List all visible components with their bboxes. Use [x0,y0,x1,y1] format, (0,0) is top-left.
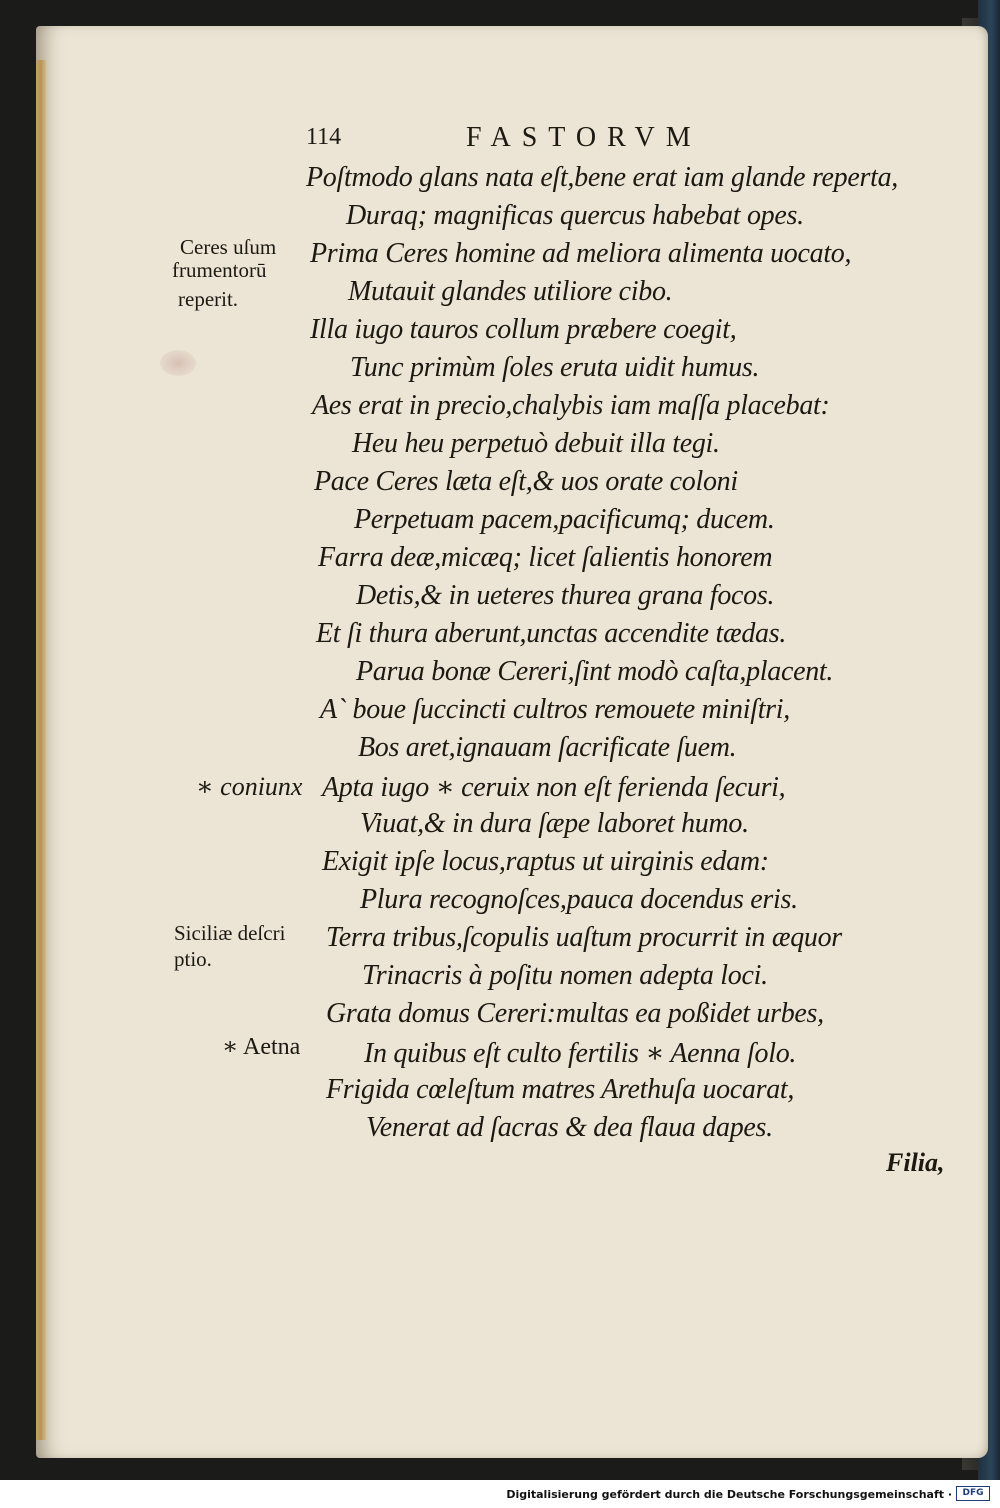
digitization-footer [0,1480,1000,1508]
verse-line: Grata domus Cereri:multas ea poßidet urbes, [326,998,824,1029]
verse-line: Et ſi thura aberunt,unctas accendite tædas. [316,618,787,649]
running-title: FASTORVM [466,122,702,153]
verse-line: Frigida cœleſtum matres Arethuſa uocarat, [326,1074,795,1105]
verse-line: Parua bonæ Cereri,ſint modò caſta,placent. [356,656,834,687]
verse-line: Apta iugo ∗ ceruix non eſt ferienda ſecuri, [322,772,786,803]
verse-line: In quibus eſt culto fertilis ∗ Aenna ſolo. [364,1038,797,1069]
page-number: 114 [306,124,342,150]
margin-note: Ceres uſum [180,235,277,259]
verse-line: Poſtmodo glans nata eſt,bene erat iam glande reperta, [306,162,898,193]
verse-line: Farra deæ,micæq; licet ſalientis honorem [318,542,773,573]
verse-line: Exigit ipſe locus,raptus ut uirginis edam: [322,846,769,877]
margin-note: frumentorū [172,258,267,282]
footer-credit: Digitalisierung gefördert durch die Deutsche Forschungsgemeinschaft · [506,1488,952,1501]
verse-line: Mutauit glandes utiliore cibo. [348,276,673,307]
dfg-logo-icon: DFG [956,1486,990,1501]
verse-line: Viuat,& in dura ſæpe laboret humo. [360,808,749,839]
margin-note: ∗ Aetna [222,1034,301,1060]
margin-note: reperit. [178,287,239,311]
margin-note: ptio. [174,947,212,971]
verse-line: Heu heu perpetuò debuit illa tegi. [352,428,720,459]
verse-line: A` boue ſuccincti cultros remouete miniſtri, [320,694,790,725]
verse-line: Illa iugo tauros collum præbere coegit, [310,314,737,345]
catchword: Filia, [886,1148,945,1177]
verse-line: Duraq; magnificas quercus habebat opes. [346,200,804,231]
verse-line: Plura recognoſces,pauca docendus eris. [360,884,798,915]
verse-line: Perpetuam pacem,pacificumq; ducem. [354,504,775,535]
verse-line: Trinacris à poſitu nomen adepta loci. [362,960,768,991]
verse-line: Aes erat in precio,chalybis iam maſſa placebat: [312,390,830,421]
verse-line: Pace Ceres læta eſt,& uos orate coloni [314,466,738,497]
verse-line: Venerat ad ſacras & dea flaua dapes. [366,1112,773,1143]
margin-note: ∗ coniunx [196,772,303,801]
page-stain [160,350,196,376]
margin-note: Siciliæ deſcri [174,921,286,945]
gilt-edge [36,60,46,1440]
verse-line: Detis,& in ueteres thurea grana focos. [356,580,775,611]
page-header [0,124,1000,164]
verse-line: Terra tribus,ſcopulis uaſtum procurrit in æquor [326,922,842,953]
verse-line: Tunc primùm ſoles eruta uidit humus. [350,352,760,383]
verse-line: Bos aret,ignauam ſacrificate ſuem. [358,732,737,763]
verse-line: Prima Ceres homine ad meliora alimenta uocato, [310,238,852,269]
